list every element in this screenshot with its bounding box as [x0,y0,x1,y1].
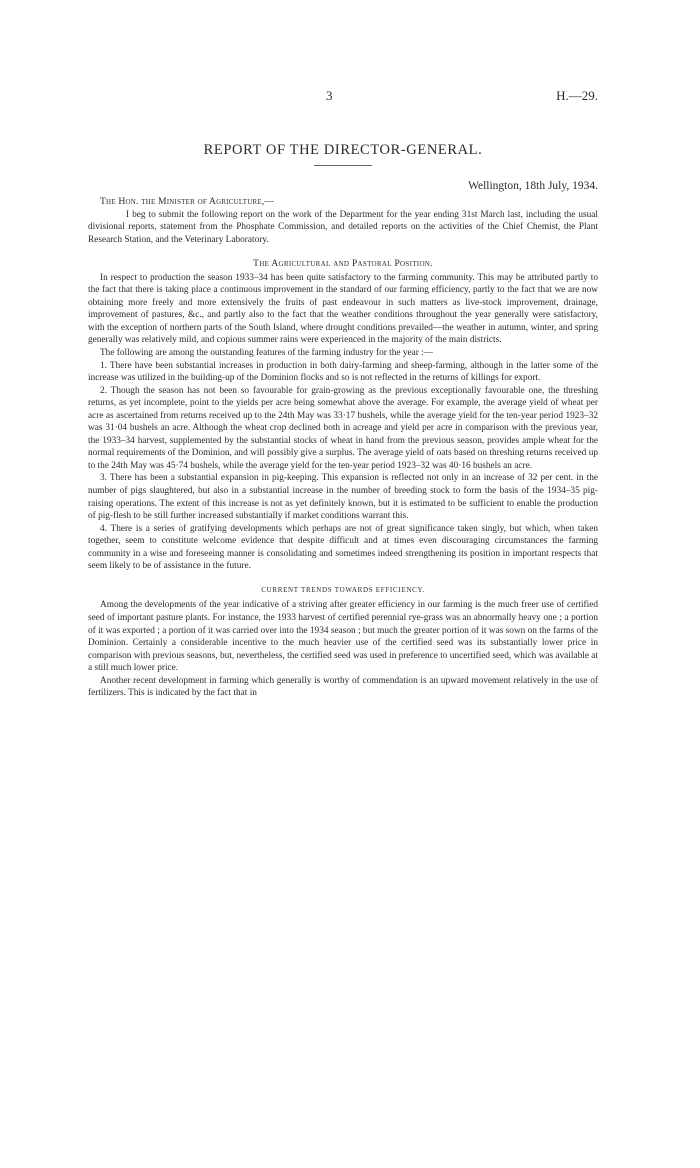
page-number: 3 [326,88,333,103]
paragraph: The following are among the outstanding features of the farming industry for the year :— [100,348,434,359]
document-reference: H.—29. [556,88,598,103]
intro-paragraph: I beg to submit the following report on the work of the Department for the year ending 31st March last, including the usual divisional reports, statement from the Phosphate Commission, and detailed reports on the activities of the Chief Chemist, the Plant Research Station, and the Veterinary Laboratory. [88,209,598,245]
list-item-text: 4. There is a series of gratifying developments which perhaps are not of great significance taken singly, but which, when taken together, seem to constitute welcome evidence that despite difficult and at times even discouraging circumstances the farming community in a wise and foreseeing manner is consolidating and sometimes indeed strengthening its position in important respects that seem likely to be of assistance in the future. [88,523,598,572]
list-item [88,472,598,522]
list-item-text: 2. Though the season has not been so favourable for grain-growing as the previous exceptionally favourable one, the threshing returns, as yet incomplete, point to the yields per acre being somewhat above the average. For example, the average yield of wheat per acre as ascertained from returns received up to the 24th May was 33·17 bushels, while the average yield for the ten-year period 1923–32 was 31·04 bushels an acre. Although the wheat crop declined both in acreage and yield per acre in comparison with the previous year, the 1933–34 harvest, supplemented by the substantial stocks of wheat in hand from the previous season, provides ample wheat for the normal requirements of the Dominion, and will possibly give a surplus. The average yield of oats based on threshing returns received up to the 24th May was 45·74 bushels, while the average yield for the ten-year period 1923–32 was 40·16 bushels an acre. [88,385,598,471]
paragraph: Another recent development in farming which generally is worthy of commendation is an upward movement relatively in the use of fertilizers. This is indicated by the fact that in [88,675,598,699]
section-heading-agricultural-position: The Agricultural and Pastoral Position. [253,259,433,270]
salutation: The Hon. the Minister of Agriculture,— [100,196,275,207]
page-header [88,88,598,108]
list-item [88,385,598,473]
list-item-text: 1. There have been substantial increases in production in both dairy-farming and sheep-farming, although in the latter some of the increase was utilized in the building-up of the Dominion flocks and so is not reflected in the returns of killings for export. [88,360,598,384]
paragraph: In respect to production the season 1933–34 has been quite satisfactory to the farming community. This may be attributed partly to the fact that there is taking place a continuous improvement in the standard of our farming efficiency, partly to the fact that we are now obtaining more freely and more extensively the fruits of past endeavour in such matters as live-stock improvement, drainage, improvement of pastures, &c., and partly also to the fact that the weather conditions throughout the year generally were satisfactory, with the exception of northern parts of the South Island, where drought conditions prevailed—the weather in autumn, winter, and spring generally was relatively mild, and copious summer rains were experienced in the majority of the main districts. [88,272,598,346]
report-title: REPORT OF THE DIRECTOR-GENERAL. [203,142,483,158]
section-heading-efficiency-trends: CURRENT TRENDS TOWARDS EFFICIENCY. [261,585,425,594]
report-body [88,196,598,700]
list-item [88,523,598,573]
title-rule [314,165,372,166]
paragraph: Among the developments of the year indicative of a striving after greater efficiency in our farming is the much freer use of certified seed of important pasture plants. For instance, the 1933 harvest of certified perennial rye-grass was an abnormally heavy one ; a portion of it was exported ; a portion of it was carried over into the 1934 season ; but much the greater portion of it was sown on the farms of the Dominion. Certainly a considerable incentive to the much heavier use of the certified seed was its substantially lower price in comparison with previous seasons, but, nevertheless, the certified seed was used in preference to uncertified seed, which was available at a still much lower price. [88,600,598,674]
date-line: Wellington, 18th July, 1934. [468,180,598,192]
list-item-text: 3. There has been a substantial expansion in pig-keeping. This expansion is reflected not only in an increase of 32 per cent. in the number of pigs slaughtered, but also in a substantial increase in the number of breeding stock to form the basis of the 1934–35 pig-raising operations. The extent of this increase is not as yet definitely known, but it is estimated to be sufficient to enable the production of pig-flesh to be still further increased substantially if market conditions warrant this. [88,473,598,522]
list-item [88,360,598,385]
